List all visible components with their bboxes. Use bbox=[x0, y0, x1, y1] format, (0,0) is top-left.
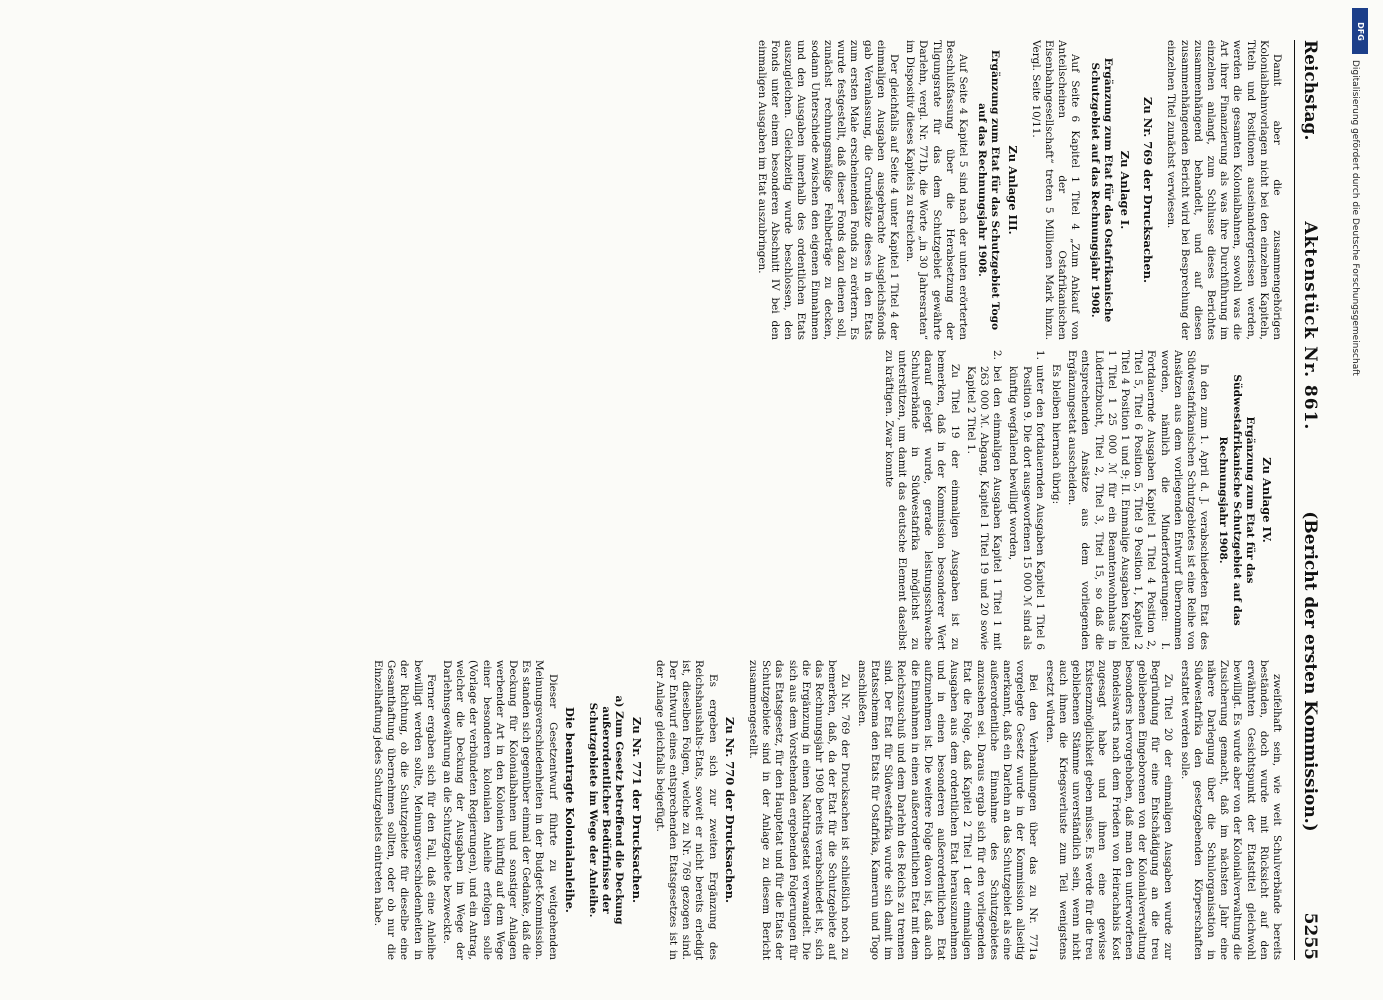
subsection-title: a) Zum Gesetz betreffend die Deckung außerordentlicher Bedürfnisse der Schutzgebiete im Wege der Anleihe. bbox=[587, 695, 626, 925]
subsection-title: Ergänzung zum Etat für das Südwestafrikanische Schutzgebiet auf das Rechnungsjahr 1908. bbox=[1217, 374, 1256, 626]
paragraph: Dieser Gesetzentwurf führte zu weitgehenden Meinungsverschiedenheiten in der Budget-Kommission. Es standen sich gegenüber einmal der Gedanke, daß die Deckung für Kolonialbahnen und sonstiger Anlagen werbender Art in den Kolonien künftig auf dem Wege einer besonderen kolonialen Anleihe erfolgen solle (Vorlage der verbündeten Regierungen), und ein Antrag, welcher die Deckung der Ausgaben im Wege der Darlehnsgewährung an die Schutzgebiete bezweckte. bbox=[441, 660, 559, 960]
paragraph: Es ergeben sich zur zweiten Ergänzung des Reichshaushalts-Etats, soweit er nicht bereits erledigt ist, dieselben Folgen, welche zu Nr. 769 gezogen sind. Der Entwurf eines entsprechenden Etatsgesetzes ist in der Anlage gleichfalls beigefügt. bbox=[653, 660, 719, 960]
header-left: Reichstag. bbox=[1300, 40, 1320, 141]
paragraph: Bei den Verhandlungen über das zu Nr. 771a vorgelegte Gesetz wurde in der Kommission allseitig anerkannt, daß ein Darlehn an das Schutzgebiet als eine außerordentliche Einnahme des Schutzgebietes anzusehen sei. Daraus ergab sich für den vorliegenden Etat die Folge, daß Kapitel 2 Titel 1 der einmaligen Ausgaben aus dem ordentlichen Etat herauszunehmen und in einen besonderen außerordentlichen Etat aufzunehmen ist. Die weitere Folge davon ist, daß auch die Einnahmen in einen außerordentlichen Etat mit dem Reichszuschuß und dem Darlehn des Reichs zu trennen sind. Der Etat für Südwestafrika wurde sich damit im Etatsschema den Etats für Ostafrika, Kamerun und Togo anschließen. bbox=[855, 660, 1040, 960]
subsection-heading: Die beantragte Kolonialanleihe. bbox=[562, 707, 577, 913]
paragraph: zweifelhaft sein, wie weit Schulverbände bereits beständen, doch wurde mit Rücksicht auf den erwähnten Gesichtspunkt der Etatstitel gleichwohl bewilligt. Es wurde aber von der Kolonialverwaltung die Zusicherung gemacht, daß im nächsten Jahr eine nähere Darlegung über die Schulorganisation in Südwestafrika den gesetzgebenden Körperschaften erstattet werden solle. bbox=[1178, 660, 1283, 960]
dfg-logo: DFG bbox=[1352, 8, 1368, 54]
subsection-heading: Zu Anlage I. bbox=[1117, 150, 1132, 230]
page-number: 5255 bbox=[1300, 912, 1320, 960]
header-document-number: Aktenstück Nr. 861. bbox=[1300, 221, 1320, 431]
paragraph: Es bleiben hiernach übrig: bbox=[1049, 364, 1062, 505]
paragraph: Auf Seite 6 Kapitel 1 Titel 4 „Zum Ankauf von Anteilscheinen der Ostafrikanischen Eisenbahngesellschaft“ treten 5 Millionen Mark hinzu. Vergl. Seite 10/11. bbox=[1029, 40, 1082, 340]
subsection-title: Ergänzung zum Etat für das Ostafrikanische Schutzgebiet auf das Rechnungsjahr 1908. bbox=[1088, 57, 1114, 323]
list-item: 1. unter den fortdauernden Ausgaben Kapitel 1 Titel 6 Position 9. Die dort ausgeworfenen 15 000 ℳ sind als künftig wegfallend bewilligt worden, bbox=[1007, 350, 1046, 650]
paragraph: Damit aber die zusammengehörigen Kolonialbahnvorlagen nicht bei den einzelnen Kapiteln, Titeln und Positionen auseinandergerissen werden, werden die gesamten Kolonialbahnen, sowohl was die Art ihrer Finanzierung als was ihre Durchführung im einzelnen anlangt, zum Schlusse dieses Berichtes zusammenhängend behandelt, und auf diesen zusammenhängenden Bericht wird bei Besprechung der einzelnen Titel zunächst verwiesen. bbox=[1165, 40, 1283, 340]
subsection-title: Ergänzung zum Etat für das Schutzgebiet Togo auf das Rechnungsjahr 1908. bbox=[976, 49, 1002, 331]
paragraph: Auf Seite 4 Kapitel 5 sind nach der unten erörterten Beschlußfassung über die Herabsetzung der Tilgungsrate für das dem Schutzgebiet gewährte Darlehn, vergl. Nr. 771b, die Worte „in 30 Jahresraten“ im Dispositiv dieses Kapitels zu streichen. bbox=[904, 40, 969, 340]
section-heading: Zu Nr. 771 der Drucksachen. bbox=[629, 716, 644, 904]
text-column-3 bbox=[163, 660, 1283, 960]
paragraph: Zu Nr. 769 der Drucksachen ist schließlich noch zu bemerken, daß, da der Etat für die Schutzgebiete auf das Rechnungsjahr 1908 bereits verabschiedet ist, sich die Ergänzung in einen Nachtragsetat verwandelt. Die sich aus dem Vorstehenden ergebenden Folgerungen für das Etatsgesetz, für den Hauptetat und für die Etats der Schutzgebiete sind in der Anlage zu diesem Bericht zusammengestellt. bbox=[747, 660, 852, 960]
page-header bbox=[1294, 40, 1325, 960]
text-column-1 bbox=[163, 40, 1283, 340]
paragraph: Ferner ergaben sich für den Fall, daß eine Anleihe bewilligt werden sollte, Meinungsverschiedenheiten in der Richtung, ob die Schutzgebiete für dieselbe eine Gesamthaftung übernehmen sollten, oder ob nur die Einzelhaftung jedes Schutzgebiets eintreten habe. bbox=[372, 660, 437, 960]
header-report-title: (Bericht der ersten Kommission.) bbox=[1300, 511, 1320, 832]
list-item: 2. bei den einmaligen Ausgaben Kapitel 1 Titel 1 mit 263 000 ℳ. Abgang, Kapitel 1 Titel 19 und 20 sowie Kapitel 2 Titel 1. bbox=[964, 350, 1004, 650]
digitization-note: Digitalisierung gefördert durch die Deutsche Forschungsgemeinschaft bbox=[1350, 60, 1360, 376]
section-heading: Zu Nr. 770 der Drucksachen. bbox=[722, 716, 737, 904]
subsection-heading: Zu Anlage IV. bbox=[1260, 457, 1274, 543]
section-heading: Zu Nr. 769 der Drucksachen. bbox=[1141, 96, 1156, 284]
paragraph: Zu Titel 20 der einmaligen Ausgaben wurde zur Begründung für eine Entschädigung an die treu gebliebenen Eingeborenen von der Kolonialverwaltung besonders hervorgehoben, daß man den unterworfenen Bondelswarts nach dem Frieden von Heirachabis Kost zugesagt habe und ihnen eine gewisse Existenzmöglichkeit geben müsse. Es werde für die treu gebliebenen Stämme unverständlich sein, wenn nicht auch ihnen die Kriegsverluste zum Teil wenigstens ersetzt würden. bbox=[1043, 660, 1175, 960]
paragraph: Zu Titel 19 der einmaligen Ausgaben ist zu bemerken, daß in der Kommission besonderer Wert darauf gelegt wurde, gerade leistungsschwache Schulverbände in Südwestafrika möglichst zu unterstützen, um damit das deutsche Element daselbst zu kräftigen. Zwar konnte bbox=[882, 350, 961, 650]
paragraph: Der gleichfalls auf Seite 4 unter Kapitel 1 Titel 4 der einmaligen Ausgaben ausgebrachte Ausgleichsfonds gab Veranlassung, die Grundsätze dieses in den Etats zum ersten Male erscheinenden Fonds zu erörtern. Es wurde festgestellt, daß dieser Fonds dazu dienen soll, zunächst rechnungsmäßige Fehlbeträge zu decken, sodann Unterschiede zwischen den eigenen Einnahmen und den Ausgaben innerhalb des ordentlichen Etats auszugleichen. Gleichzeitig wurde beschlossen, den Fonds unter einem besonderen Abschnitt IV bei den einmaligen Ausgaben im Etat auszubringen. bbox=[755, 40, 900, 340]
subsection-heading: Zu Anlage III. bbox=[1005, 145, 1020, 235]
text-column-2 bbox=[163, 350, 1283, 650]
paragraph: In den zum 1. April d. J. verabschiedeten Etat des Südwestafrikanischen Schutzgebietes ist eine Reihe von Ansätzen aus dem vorliegenden Entwurf übernommen worden, nämlich die Minderforderungen: I. Fortdauernde Ausgaben Kapitel 1 Titel 4 Position 2, Titel 5, Titel 6 Position 5, Titel 9 Position 1, Kapitel 2 Titel 4 Position 1 und 9; II. Einmalige Ausgaben Kapitel 1 Titel 1 25 000 ℳ für ein Beamtenwohnhaus in Lüderitzbucht, Titel 2, Titel 3, Titel 15, so daß die entsprechenden Ansätze aus dem vorliegenden Ergänzungsetat ausscheiden. bbox=[1066, 350, 1211, 650]
